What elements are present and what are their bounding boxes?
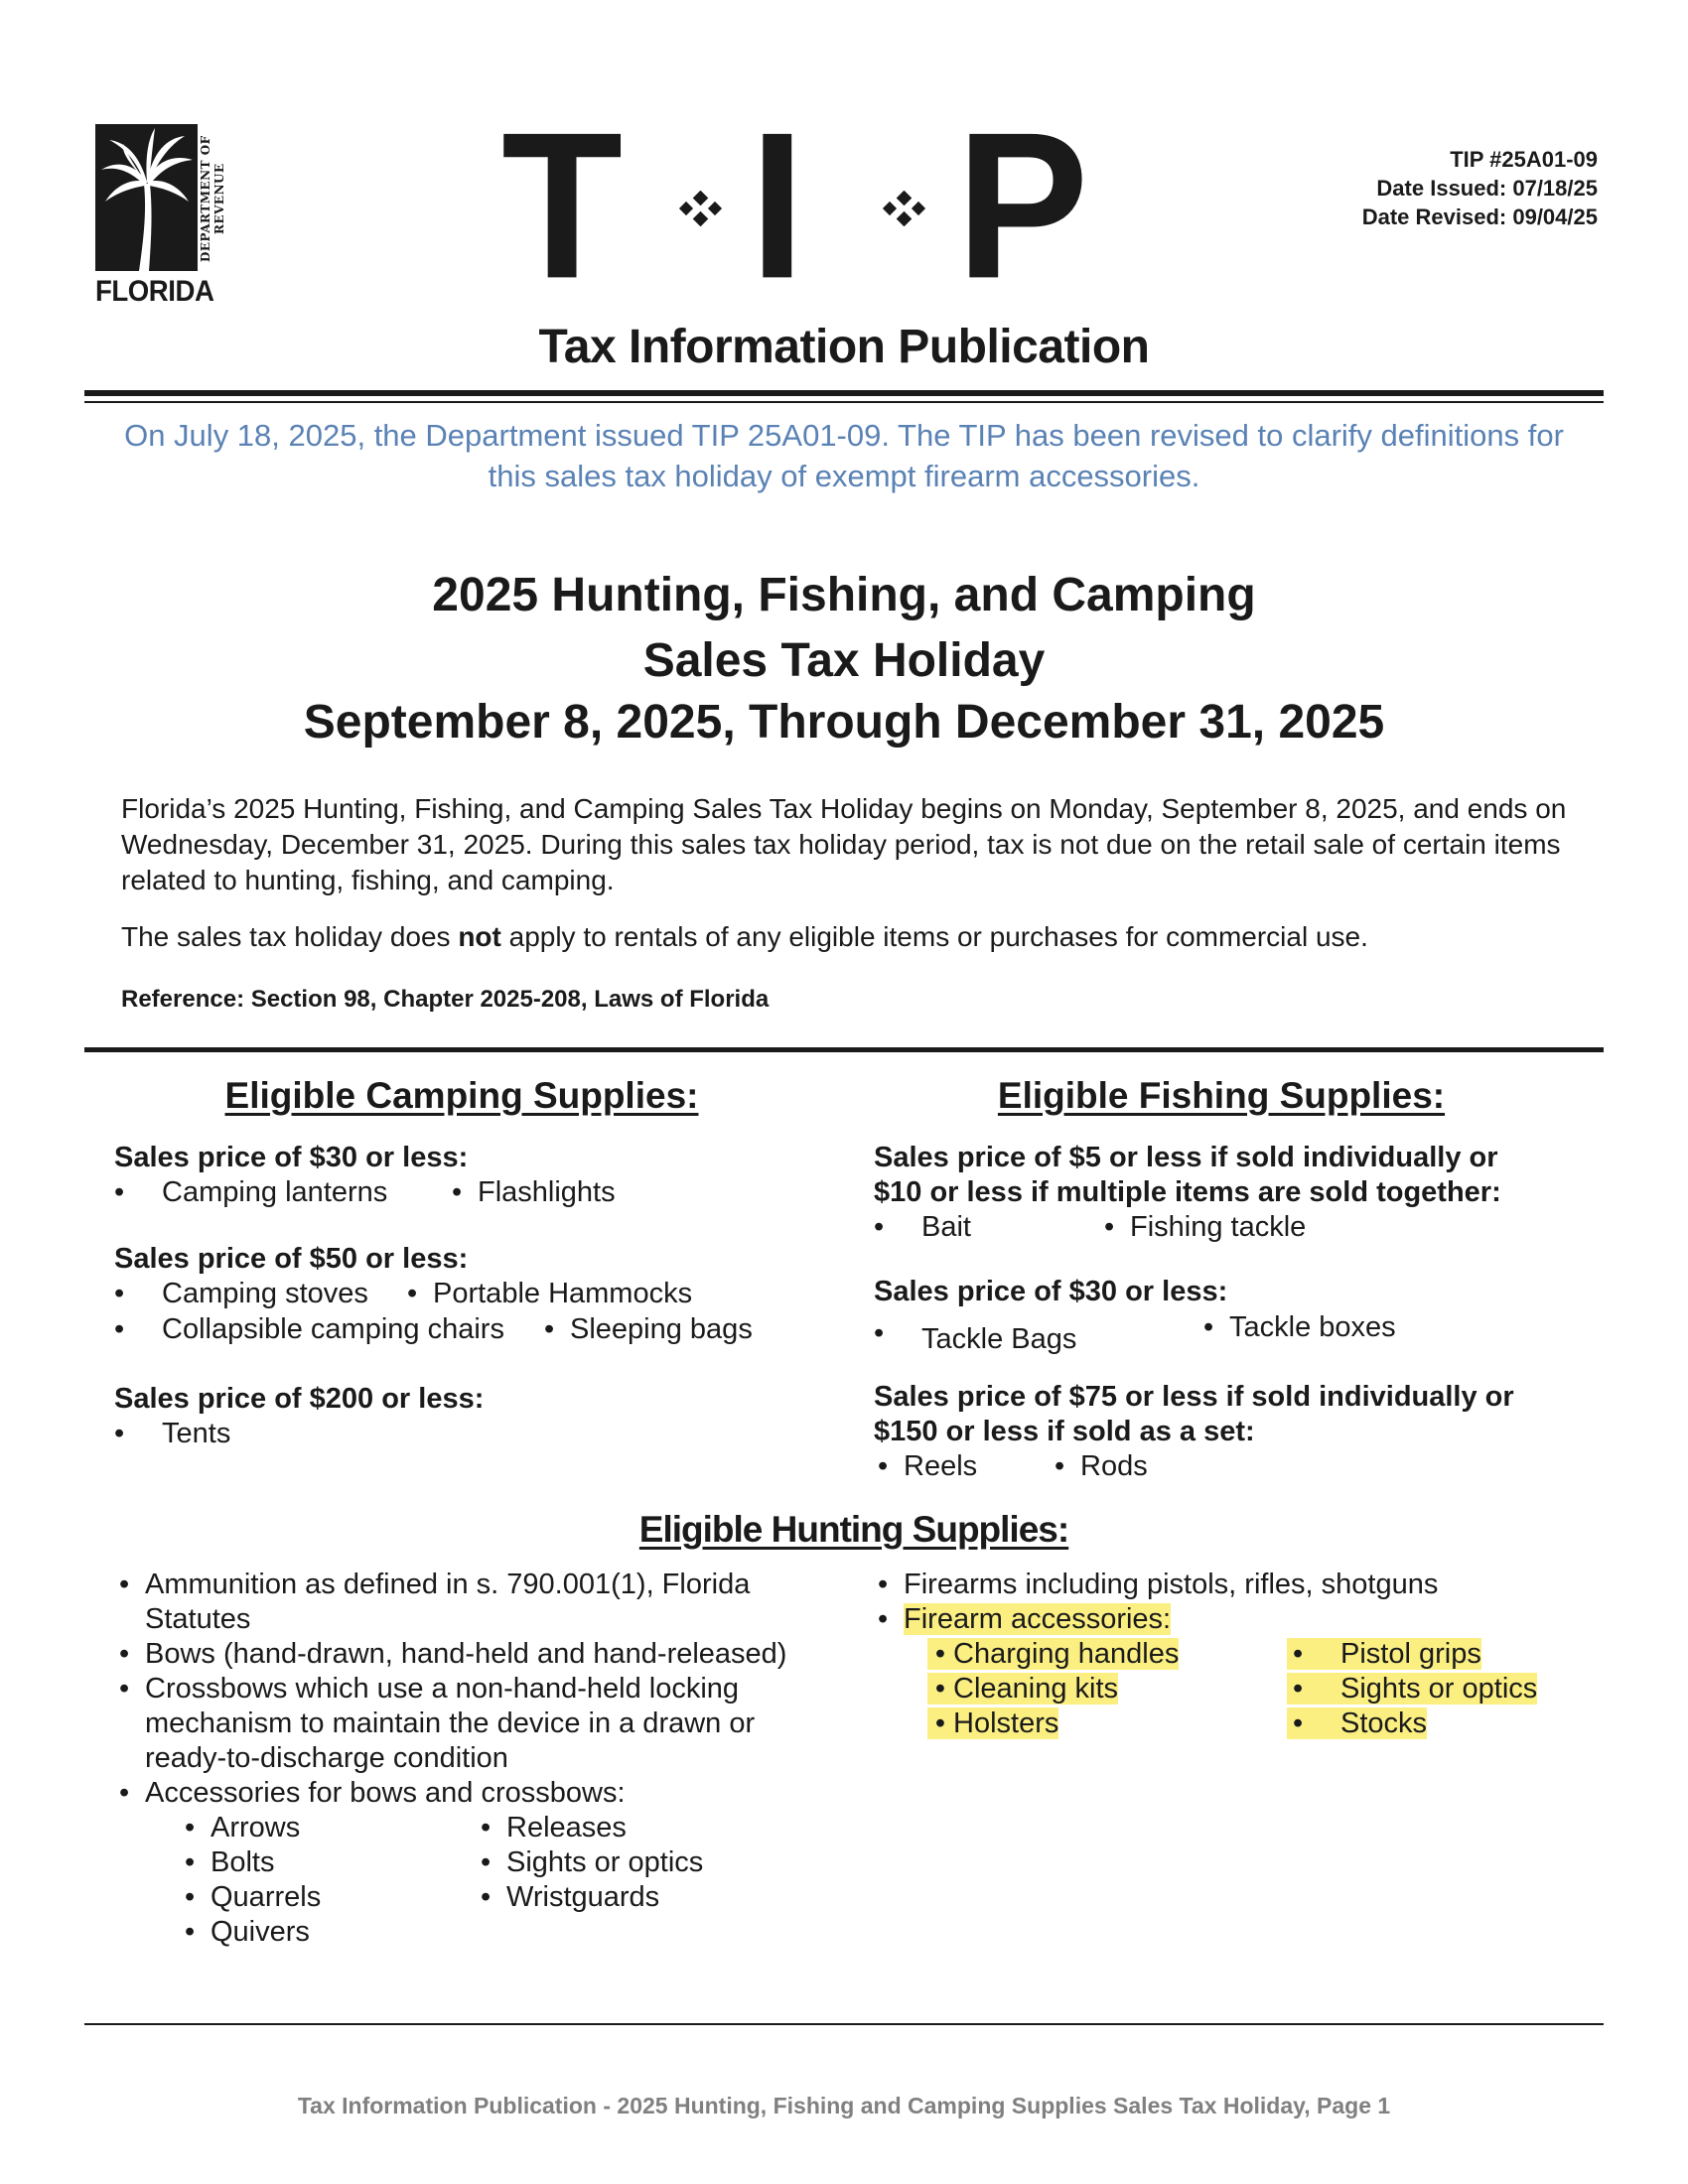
- logo-department-text: DEPARTMENT OF REVENUE: [199, 135, 226, 262]
- intro-paragraph-2: The sales tax holiday does not apply to rentals of any eligible items or purchases for commercial use.: [121, 921, 1368, 952]
- header-divider: [84, 390, 1604, 396]
- hunting-heading: Eligible Hunting Supplies:: [638, 1509, 1069, 1550]
- list-item: • Portable Hammocks: [407, 1278, 693, 1309]
- section-divider: [84, 1047, 1604, 1052]
- list-item: • Sleeping bags: [544, 1313, 753, 1345]
- diamond-ornament-icon: [675, 191, 727, 226]
- list-item: • Bait: [874, 1211, 971, 1243]
- doc-title-line2: Sales Tax Holiday: [642, 634, 1046, 687]
- tip-wordmark: [501, 89, 1177, 323]
- camping-price-200: Sales price of $200 or less:: [114, 1383, 485, 1415]
- camping-price-30: Sales price of $30 or less:: [114, 1142, 469, 1173]
- list-item: • Releases: [481, 1812, 627, 1843]
- list-item: • Rods: [1055, 1450, 1148, 1482]
- tip-number: TIP #25A01-09: [1450, 147, 1598, 172]
- list-item: • Camping lanterns: [114, 1176, 388, 1208]
- logo-state-text: FLORIDA: [95, 275, 214, 308]
- tip-letter-t: T: [501, 89, 624, 323]
- florida-dor-logo: [95, 124, 224, 313]
- list-item: • Sights or optics: [1287, 1672, 1537, 1706]
- intro-paragraph: Florida’s 2025 Hunting, Fishing, and Camping Sales Tax Holiday begins on Monday, September 8, 2025, and ends on Wednesday, December 31, 2025. During this sales tax holiday period, tax is not due on the retail sale of certain items related to hunting, fishing, and camping.: [121, 793, 1567, 895]
- list-item: • Camping stoves: [114, 1278, 368, 1309]
- palm-tree-icon: [95, 124, 198, 271]
- fishing-price-75: Sales price of $75 or less if sold individually or $150 or less if sold as a set:: [874, 1381, 1514, 1447]
- list-item: • Tents: [114, 1418, 231, 1449]
- list-item: • Bows (hand-drawn, hand-held and hand-released): [119, 1638, 787, 1670]
- list-item: • Tackle boxes: [1203, 1311, 1396, 1343]
- list-item: • Firearm accessories:: [878, 1603, 1172, 1635]
- list-item: • Crossbows which use a non-hand-held locking: [119, 1673, 740, 1705]
- list-item: • Flashlights: [452, 1176, 616, 1208]
- list-item: • Stocks: [1287, 1706, 1427, 1741]
- list-item-continuation: ready-to-discharge condition: [145, 1742, 508, 1774]
- tip-letter-p: P: [956, 89, 1089, 323]
- list-item: • Accessories for bows and crossbows:: [119, 1777, 626, 1809]
- list-item: • Wristguards: [481, 1881, 660, 1913]
- list-item: • Reels: [878, 1450, 978, 1482]
- publication-title: Tax Information Publication: [538, 321, 1150, 373]
- list-item: • Ammunition as defined in s. 790.001(1), Florida: [119, 1569, 751, 1600]
- fishing-heading: Eligible Fishing Supplies:: [997, 1075, 1446, 1116]
- revision-notice: On July 18, 2025, the Department issued TIP 25A01-09. The TIP has been revised to clarify definitions for this sales tax holiday of exempt firearm accessories.: [124, 418, 1564, 493]
- reference-line: Reference: Section 98, Chapter 2025-208, Laws of Florida: [121, 986, 770, 1013]
- list-item: • Tackle Bags: [874, 1317, 1077, 1355]
- list-item: • Pistol grips: [1287, 1637, 1481, 1672]
- list-item: • Bolts: [185, 1846, 275, 1878]
- doc-title-line1: 2025 Hunting, Fishing, and Camping: [432, 569, 1256, 621]
- camping-price-50: Sales price of $50 or less:: [114, 1243, 469, 1275]
- date-issued: Date Issued: 07/18/25: [1376, 176, 1598, 201]
- list-item-continuation: Statutes: [145, 1603, 251, 1635]
- fishing-price-30: Sales price of $30 or less:: [874, 1276, 1228, 1307]
- date-revised: Date Revised: 09/04/25: [1361, 205, 1598, 229]
- list-item: • Arrows: [185, 1812, 301, 1843]
- tip-metadata: [1362, 145, 1598, 231]
- camping-heading: Eligible Camping Supplies:: [224, 1075, 699, 1116]
- list-item: • Firearms including pistols, rifles, shotguns: [878, 1569, 1439, 1600]
- list-item: • Cleaning kits: [927, 1672, 1118, 1706]
- list-item: • Collapsible camping chairs: [114, 1313, 504, 1345]
- diamond-ornament-icon: [879, 191, 930, 226]
- doc-title-line3: September 8, 2025, Through December 31, 2025: [303, 696, 1385, 749]
- list-item-continuation: mechanism to maintain the device in a drawn or: [145, 1707, 756, 1739]
- tip-letter-i: I: [750, 89, 805, 323]
- header-divider: [84, 401, 1604, 403]
- list-item: • Quivers: [185, 1916, 310, 1948]
- list-item: • Quarrels: [185, 1881, 322, 1913]
- footer-divider: [84, 2023, 1604, 2025]
- page-footer: Tax Information Publication - 2025 Hunting, Fishing and Camping Supplies Sales Tax Holiday, Page 1: [297, 2093, 1391, 2118]
- list-item: • Sights or optics: [481, 1846, 704, 1878]
- list-item: • Fishing tackle: [1104, 1211, 1307, 1243]
- list-item: • Charging handles: [927, 1637, 1179, 1672]
- highlighted-text: Firearm accessories:: [904, 1603, 1172, 1635]
- list-item: • Holsters: [927, 1706, 1058, 1741]
- fishing-price-5: Sales price of $5 or less if sold individually or $10 or less if multiple items are sold together:: [874, 1142, 1501, 1208]
